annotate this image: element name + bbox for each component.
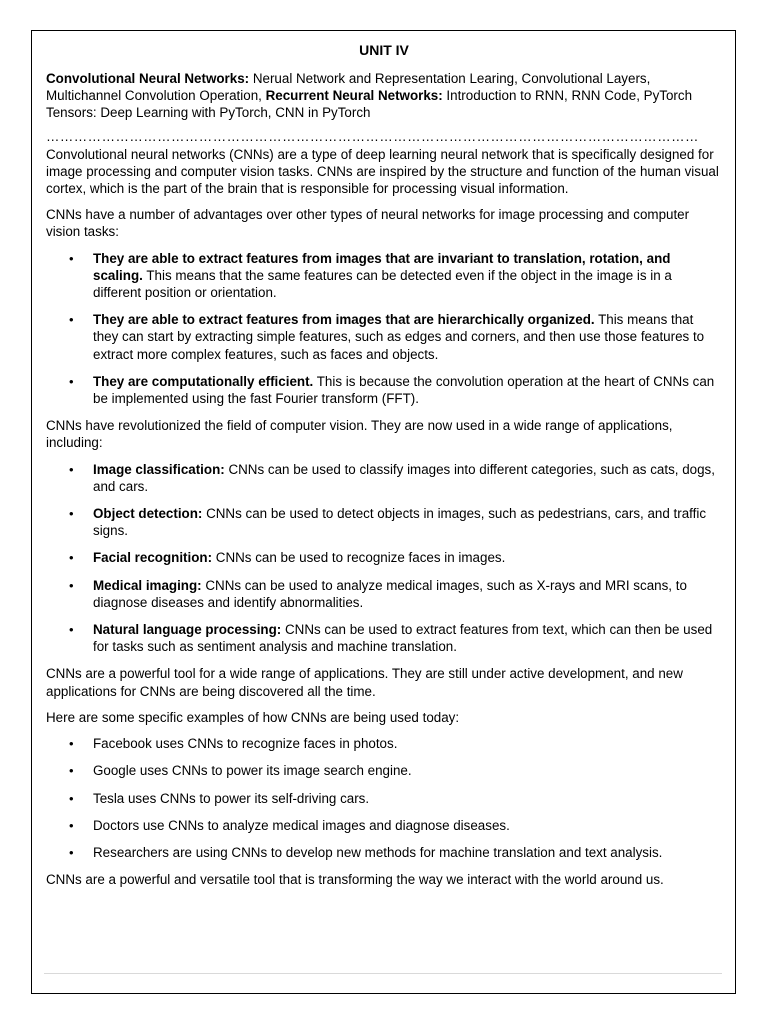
applications-list <box>46 461 722 656</box>
cnn-topics-text: Nerual Network and Representation Learing, Convolutional Layers, Multichannel Convolution Operation, <box>46 71 651 104</box>
applications-intro: CNNs have revolutionized the field of computer vision. They are now used in a wide range of applications, including: <box>46 418 673 451</box>
list-item: • Doctors use CNNs to analyze medical images and diagnose diseases. <box>93 817 722 834</box>
cnn-topics-label: Convolutional Neural Networks: <box>46 71 250 86</box>
footer-rule <box>44 973 722 974</box>
list-item-bold: Medical imaging: <box>93 577 202 593</box>
list-item-text: CNNs can be used to analyze medical images, such as X-rays and MRI scans, to diagnose diseases and identify abnormalities. <box>93 577 687 610</box>
rnn-topics-text: Introduction to RNN, RNN Code, PyTorch Tensors: Deep Learning with PyTorch, CNN in PyTorch <box>46 88 693 121</box>
examples-intro: Here are some specific examples of how CNNs are being used today: <box>46 709 460 725</box>
advantages-list <box>46 250 722 408</box>
list-item-text: This means that the same features can be detected even if the object in the image is in a different position or orientation. <box>93 267 672 301</box>
list-item-bold: They are able to extract features from images that are invariant to translation, rotation, and scaling. <box>93 250 671 283</box>
list-item <box>93 577 722 611</box>
conclusion-paragraph: CNNs are a powerful and versatile tool that is transforming the way we interact with the world around us. <box>46 872 664 888</box>
list-item-bold: Facial recognition: <box>93 550 213 566</box>
list-item: • Tesla uses CNNs to power its self-driving cars. <box>93 790 722 807</box>
list-item-text: CNNs can be used to classify images into different categories, such as cats, dogs, and cars. <box>93 461 715 494</box>
list-item-text: This means that they can start by extracting simple features, such as edges and corners, and then use those features to extract more complex features, such as faces and objects. <box>93 312 705 362</box>
list-item <box>93 505 722 539</box>
list-item: • Google uses CNNs to power its image search engine. <box>93 762 722 779</box>
list-item <box>93 461 722 495</box>
list-item: • Facebook uses CNNs to recognize faces in photos. <box>93 735 722 752</box>
list-item-text: CNNs can be used to extract features from text, which can then be used for tasks such as sentiment analysis and machine translation. <box>93 622 713 655</box>
examples-list <box>46 735 722 861</box>
intro-paragraph: Convolutional neural networks (CNNs) are a type of deep learning neural network that is specifically designed for image processing and computer vision tasks. CNNs are inspired by the structure and function of the human visual cortex, which is the part of the brain that is responsible for processing visual information. <box>46 146 719 197</box>
list-item-bold: They are computationally efficient. <box>93 373 314 389</box>
topics-paragraph <box>46 70 722 122</box>
list-item <box>93 373 722 407</box>
list-item-text: CNNs can be used to recognize faces in images. <box>212 550 506 566</box>
list-item-bold: They are able to extract features from images that are hierarchically organized. <box>93 312 595 328</box>
unit-title: UNIT IV <box>359 42 409 58</box>
rnn-topics-label: Recurrent Neural Networks: <box>265 88 443 104</box>
list-item-text: This is because the convolution operation at the heart of CNNs can be implemented using the fast Fourier transform (FFT). <box>93 373 715 407</box>
list-item <box>93 549 722 566</box>
list-item: • Researchers are using CNNs to develop new methods for machine translation and text analysis. <box>93 844 722 861</box>
powerful-tool-paragraph: CNNs are a powerful tool for a wide range of applications. They are still under active development, and new applications for CNNs are being discovered all the time. <box>46 666 683 699</box>
document-body <box>46 42 722 897</box>
list-item <box>93 621 722 655</box>
list-item-bold: Image classification: <box>93 461 225 477</box>
dotted-separator: …………………………………………………………………………………………………………………………… <box>46 128 699 144</box>
list-item <box>93 250 722 302</box>
list-item-bold: Object detection: <box>93 506 203 522</box>
list-item-text: CNNs can be used to detect objects in images, such as pedestrians, cars, and traffic signs. <box>93 506 707 539</box>
advantages-intro: CNNs have a number of advantages over other types of neural networks for image processing and computer vision tasks: <box>46 207 690 240</box>
list-item <box>93 311 722 363</box>
list-item-bold: Natural language processing: <box>93 622 282 638</box>
